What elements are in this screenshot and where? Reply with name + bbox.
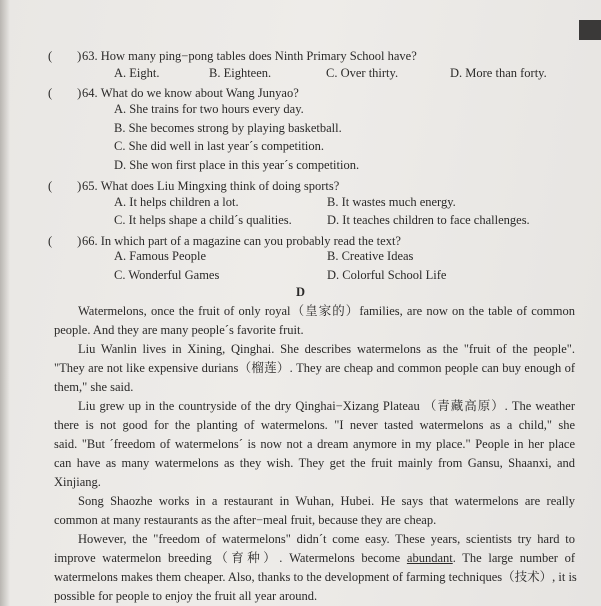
question-text: What do we know about Wang Junyao? xyxy=(100,86,299,100)
paragraph-line: watermelons makes them cheaper. Also, thanks to the development of farming techniques（技术）, it is xyxy=(54,570,577,584)
paragraph-line: them," she said. xyxy=(54,380,134,394)
answer-paren[interactable]: ( ) xyxy=(48,234,82,248)
question-number: 64. xyxy=(82,86,98,100)
paragraph-line: Liu Wanlin lives in Xining, Qinghai. She describes watermelons as the "fruit of the people". xyxy=(78,342,575,356)
option-d: D. It teaches children to face challenges. xyxy=(327,213,530,227)
question-63 xyxy=(48,46,417,64)
paragraph-line xyxy=(54,549,575,568)
option-a: A. It helps children a lot. xyxy=(114,195,239,209)
paragraph-5-cont xyxy=(54,549,575,606)
paragraph-2 xyxy=(78,340,575,359)
question-number: 66. xyxy=(82,234,98,248)
option-c: C. Wonderful Games xyxy=(114,268,220,282)
option-b: B. It wastes much energy. xyxy=(327,195,456,209)
paragraph-line: there is not good for the planting of watermelons. "I never tasted watermelons as a child," she xyxy=(54,418,575,432)
option-c: C. Over thirty. xyxy=(326,66,399,80)
option-d: D. She won first place in this year´s competition. xyxy=(114,158,360,172)
answer-paren[interactable]: ( ) xyxy=(48,49,82,63)
answer-paren[interactable]: ( ) xyxy=(48,86,82,100)
underlined-word: abundant xyxy=(406,551,453,565)
question-66 xyxy=(48,231,401,249)
paragraph-line: Watermelons, once the fruit of only royal（皇家的）families, are now on the table of common xyxy=(78,304,575,318)
option-a: A. She trains for two hours every day. xyxy=(114,102,304,116)
paragraph-line: possible for people to enjoy the fruit all year around. xyxy=(54,589,318,603)
paragraph-line: "They are not like expensive durians（榴莲）. They are cheap and common people can buy enough of xyxy=(54,361,575,375)
corner-mark xyxy=(579,20,601,40)
page-edge-shadow xyxy=(0,0,10,606)
paragraph-1-cont xyxy=(54,321,575,340)
option-a: A. Famous People xyxy=(114,249,207,263)
option-d: D. More than forty. xyxy=(450,66,547,80)
paragraph-4-cont xyxy=(54,511,575,530)
option-b: B. Eighteen. xyxy=(209,66,272,80)
paragraph-2-cont xyxy=(54,359,575,397)
question-text: How many ping−pong tables does Ninth Primary School have? xyxy=(100,49,417,63)
option-b: B. Creative Ideas xyxy=(327,249,414,263)
option-c: C. It helps shape a child´s qualities. xyxy=(114,213,292,227)
text-segment: . The large number of xyxy=(452,551,575,565)
question-number: 65. xyxy=(82,179,98,193)
paragraph-line: can have as many watermelons as they wish. They get the fruit mainly from Gansu, Shaanxi, and xyxy=(54,456,575,470)
question-number: 63. xyxy=(82,49,98,63)
paragraph-line: people. And they are many people´s favorite fruit. xyxy=(54,323,304,337)
question-64 xyxy=(48,83,299,101)
paragraph-4 xyxy=(78,492,575,511)
paragraph-line: common at many restaurants as the after−meal fruit, because they are cheap. xyxy=(54,513,437,527)
paragraph-line: Xinjiang. xyxy=(54,475,101,489)
paragraph-line: Liu grew up in the countryside of the dry Qinghai−Xizang Plateau （青藏高原）. The weather xyxy=(78,399,575,413)
question-text: What does Liu Mingxing think of doing sports? xyxy=(100,179,340,193)
option-d: D. Colorful School Life xyxy=(327,268,447,282)
paragraph-3 xyxy=(78,397,575,416)
option-b: B. She becomes strong by playing basketball. xyxy=(114,121,342,135)
question-65 xyxy=(48,176,339,194)
question-text: In which part of a magazine can you probably read the text? xyxy=(100,234,401,248)
text-segment: improve watermelon breeding（育种）. Watermelons become xyxy=(54,551,401,565)
paragraph-5 xyxy=(78,530,575,549)
option-c: C. She did well in last year´s competition. xyxy=(114,139,325,153)
paragraph-line: said. "But ´freedom of watermelons´ is now not a dream anymore in my place." People in her place xyxy=(54,437,575,451)
answer-paren[interactable]: ( ) xyxy=(48,179,82,193)
paragraph-line: Song Shaozhe works in a restaurant in Wuhan, Hubei. He says that watermelons are really xyxy=(78,494,575,508)
paragraph-line: However, the "freedom of watermelons" didn´t come easy. These years, scientists try hard to xyxy=(78,532,575,546)
paragraph-3-cont xyxy=(54,416,575,492)
section-title: D xyxy=(295,285,306,299)
option-a: A. Eight. xyxy=(114,66,160,80)
paragraph-1 xyxy=(78,302,575,321)
